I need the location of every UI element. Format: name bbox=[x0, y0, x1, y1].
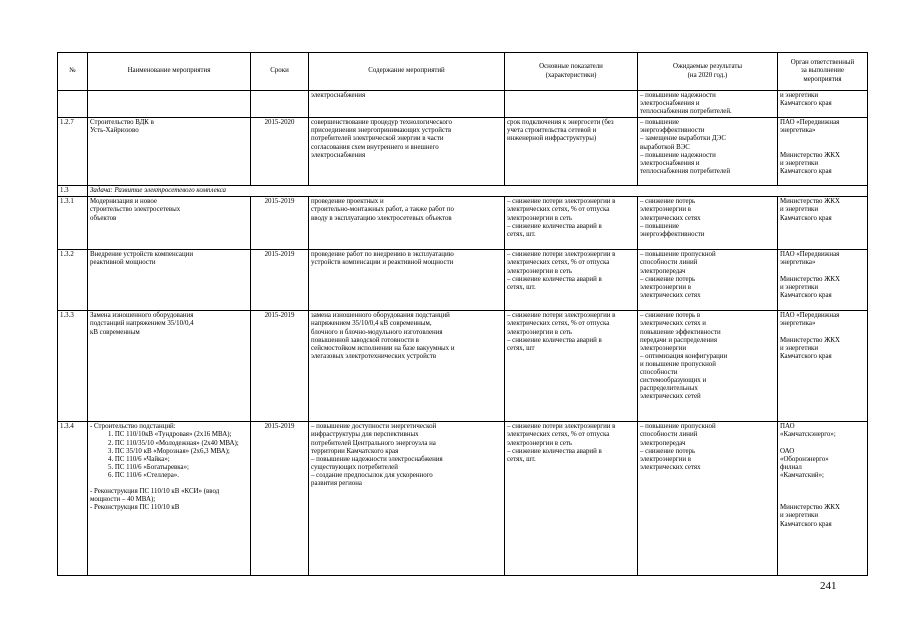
cell-content: совершенствование процедур технологического присоединения энергопринимающих устройств потребителей электрической энергии в части согласования схем внутреннего и внешнего электроснабжения bbox=[309, 118, 505, 186]
header-results: Ожидаемые результаты (на 2020 год.) bbox=[638, 53, 778, 91]
cell-content: замена изношенного оборудования подстанций напряжением 35/10/0,4 кВ современным, блочного и блочно-модульного изготовления повышенной заводской готовности в сейсмостойком исполнении на базе вакуумных и элегазовых электротехнических устройств bbox=[309, 311, 505, 422]
page-number: 241 bbox=[820, 580, 837, 592]
cell-results: – снижение потерь электроэнергии в электрических сетях – повышение энергоэффективности bbox=[638, 197, 778, 250]
cell-content: – повышение доступности энергетической инфраструктуры для перспективных потребителей Центрального энергоузла на территории Камчатского края – повышение надежности электроснабжения существующих потребителей – создание предпосылок для ускоренного развития региона bbox=[309, 422, 505, 576]
cell-num: 1.3.3 bbox=[58, 311, 88, 422]
cell-name: Модернизация и новое строительство электросетевых объектов bbox=[88, 197, 251, 250]
cell-results: – повышение энергоэффективности – замещение выработки ДЭС выработкой ВЭС – повышение надежности электроснабжения и теплоснабжения потребителей bbox=[638, 118, 778, 186]
table-header-row bbox=[58, 53, 868, 91]
substation-item: 3. ПС 35/10 кВ «Морозная» (2х6,3 МВА); bbox=[108, 447, 230, 455]
substation-heading: - Строительство подстанций: bbox=[90, 423, 176, 431]
cell-terms: 2015-2019 bbox=[251, 250, 309, 311]
table-row bbox=[58, 118, 868, 186]
cell-organ: ПАО «Передвижная энергетика» Министерство ЖКХ и энергетики Камчатского края bbox=[778, 118, 868, 186]
substation-item: 1. ПС 110/10кВ «Тундровая» (2х16 МВА); bbox=[108, 431, 232, 439]
cell-num: 1.3.1 bbox=[58, 197, 88, 250]
cell-terms: 2015-2019 bbox=[251, 311, 309, 422]
cell-organ: и энергетики Камчатского края bbox=[778, 91, 868, 118]
table-row bbox=[58, 311, 868, 422]
cell-results: – снижение потерь в электрических сетях и повышение эффективности передачи и распределения электроэнергии – оптимизация конфигурации и повышение пропускной способности системообразующих и распределительных электрических сетей bbox=[638, 311, 778, 422]
substation-item: 2. ПС 110/35/10 «Молодежная» (2х40 МВА); bbox=[108, 439, 239, 447]
cell-results: – повышение надежности электроснабжения и теплоснабжения потребителей. bbox=[638, 91, 778, 118]
cell-name bbox=[88, 91, 251, 118]
header-content: Содержание мероприятий bbox=[309, 53, 505, 91]
cell-content: проведение работ по внедрению в эксплуатацию устройств компенсации и реактивной мощности bbox=[309, 250, 505, 311]
cell-terms bbox=[251, 91, 309, 118]
measures-table bbox=[57, 52, 868, 576]
cell-organ: Министерство ЖКХ и энергетики Камчатского края bbox=[778, 197, 868, 250]
table-row bbox=[58, 91, 868, 118]
cell-num: 1.2.7 bbox=[58, 118, 88, 186]
header-num: № bbox=[58, 53, 88, 91]
header-name: Наименование мероприятия bbox=[88, 53, 251, 91]
cell-indicators: срок подключения к энергосети (без учета строительства сетевой и инженерной инфраструктуры) bbox=[505, 118, 638, 186]
section-title: Задача: Развитие электросетевого комплекса bbox=[88, 186, 868, 197]
cell-num bbox=[58, 91, 88, 118]
cell-name: Внедрение устройств компенсации реактивной мощности bbox=[88, 250, 251, 311]
cell-results: – повышение пропускной способности линий электропередач – снижение потерь электроэнергии в электрических сетях bbox=[638, 250, 778, 311]
cell-indicators: – снижение потери электроэнергии в электрических сетях, % от отпуска электроэнергии в сеть – снижение количества аварий в сетях, шт. bbox=[505, 422, 638, 576]
cell-indicators bbox=[505, 91, 638, 118]
reconstruction-items: - Реконструкция ПС 110/10 кВ «КСИ» (ввод мощности – 40 МВА); - Реконструкция ПС 110/10 кВ bbox=[90, 488, 220, 512]
substation-item: 5. ПС 110/6 «Богатыревка»; bbox=[108, 463, 189, 471]
header-terms: Сроки bbox=[251, 53, 309, 91]
cell-name: Замена изношенного оборудования подстанций напряжением 35/10/0,4 кВ современным bbox=[88, 311, 251, 422]
cell-organ: ПАО «Передвижная энергетика» Министерство ЖКХ и энергетики Камчатского края bbox=[778, 250, 868, 311]
cell-terms: 2015-2020 bbox=[251, 118, 309, 186]
substation-item: 4. ПС 110/6 «Чайка»; bbox=[108, 455, 170, 463]
substation-item: 6. ПС 110/6 «Стеллера». bbox=[108, 471, 179, 479]
cell-content: электроснабжения bbox=[309, 91, 505, 118]
header-organ: Орган ответственный за выполнение мероприятия bbox=[778, 53, 868, 91]
cell-num: 1.3.2 bbox=[58, 250, 88, 311]
cell-terms: 2015-2019 bbox=[251, 422, 309, 576]
cell-results: – повышение пропускной способности линий электропередач – снижение потерь электроэнергии в электрических сетях bbox=[638, 422, 778, 576]
cell-content: проведение проектных и строительно-монтажных работ, а также работ по вводу в эксплуатацию электросетевых объектов bbox=[309, 197, 505, 250]
table-row bbox=[58, 422, 868, 576]
table-row bbox=[58, 250, 868, 311]
cell-indicators: – снижение потери электроэнергии в электрических сетях, % от отпуска электроэнергии в сеть – снижение количества аварий в сетях, шт. bbox=[505, 250, 638, 311]
cell-indicators: – снижение потери электроэнергии в электрических сетях, % от отпуска электроэнергии в сеть – снижение количества аварий в сетях, шт bbox=[505, 311, 638, 422]
cell-num: 1.3.4 bbox=[58, 422, 88, 576]
cell-name bbox=[88, 422, 251, 576]
cell-name: Строительство ВДК в Усть-Хайрюзово bbox=[88, 118, 251, 186]
section-num: 1.3 bbox=[58, 186, 88, 197]
cell-terms: 2015-2019 bbox=[251, 197, 309, 250]
table-row bbox=[58, 197, 868, 250]
cell-organ: ПАО «Камчатскэнерго»; ОАО «Оборонэнерго» филиал «Камчатский»; Министерство ЖКХ и энергетики Камчатского края bbox=[778, 422, 868, 576]
section-row bbox=[58, 186, 868, 197]
cell-indicators: – снижение потери электроэнергии в электрических сетях, % от отпуска электроэнергии в сеть – снижение количества аварий в сетях, шт. bbox=[505, 197, 638, 250]
cell-organ: ПАО «Передвижная энергетика» Министерство ЖКХ и энергетики Камчатского края bbox=[778, 311, 868, 422]
header-indicators: Основные показатели (характеристики) bbox=[505, 53, 638, 91]
